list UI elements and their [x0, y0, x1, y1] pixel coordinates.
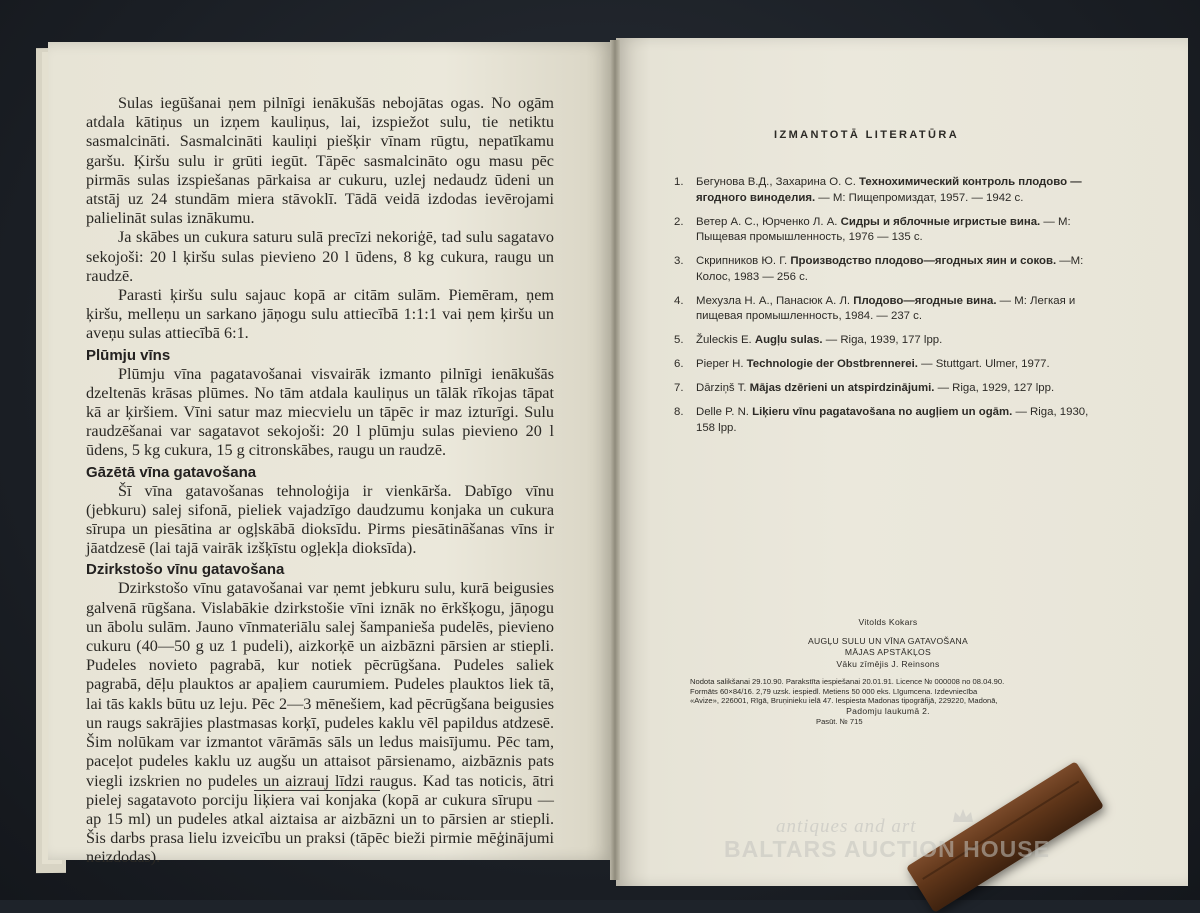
colophon-author: Vitolds Kokars — [858, 617, 918, 627]
reference-item: 1. Бегунова В.Д., Захарина О. С. Технохимический контроль плодово — ягодного виноделия. — М: Пищепромиздат, 1957. — 1942 с. — [674, 176, 1082, 204]
colophon-subtitle: MĀJAS APSTĀKĻOS — [844, 647, 932, 657]
reference-item: 5. Žuleckis E. Augļu sulas. — Riga, 1939, 177 lpp. — [674, 334, 943, 346]
colophon-imprint: Nodota salikšanai 29.10.90. Parakstīta iespiešanai 20.01.91. Licence № 000008 no 08.04.90. Formāts 60×84/16. 2,79 uzsk. iespiedl. Metiens 50 000 eks. Līgumcena. Izdevniecība «Avize», 226001, Rīgā, Bruņinieku ielā 47. Iespiesta Madonas tipogrāfijā, 229220, Madonā, Padomju laukumā 2. Pasūt. № 715 — [690, 677, 1086, 727]
reference-item: 4. Мехузла Н. А., Панасюк А. Л. Плодово—ягодные вина. — М: Легкая и пищевая промышленность, 1984. — 237 с. — [674, 294, 1076, 322]
paragraph: Šī vīna gatavošanas tehnoloģija ir vienkārša. Dabīgo vīnu (jebkuru) salej sifonā, pieliek vajadzīgo daudzumu konjaka un cukura sīrupa un piesātina ar ogļskābā dioksīdu. Pirms piesātināšanas vīns ir jāatdzesē (lai tajā vairāk izšķīstu ogļekļa dioksīda). — [86, 481, 554, 558]
section-heading-plum-wine: Plūmju vīns — [86, 346, 171, 364]
reference-item: 3. Скрипников Ю. Г. Производство плодово—ягодных яин и соков. —М: Колос, 1983 — 256 с. — [674, 255, 1084, 283]
reference-list — [674, 175, 1100, 445]
left-page-body — [86, 94, 554, 868]
colophon-order-number: Pasūt. № 715 — [816, 717, 863, 727]
reference-item: 6. Pieper H. Technologie der Obstbrennerei. — Stuttgart. Ulmer, 1977. — [674, 358, 1050, 370]
watermark-tagline: antiques and art — [776, 816, 917, 837]
paragraph: Ja skābes un cukura saturu sulā precīzi nekoriģē, tad sulu sagatavo sekojoši: 20 l ķiršu sulas pievieno 20 l ūdens, 8 kg cukura, raugu un raudzē. — [86, 228, 554, 285]
end-rule — [254, 790, 380, 791]
paragraph: Parasti ķiršu sulu sajauc kopā ar citām sulām. Piemēram, ņem ķiršu, melleņu un sarkano jāņogu sulu attiecībā 1:1:1 vai ņem ķiršu un aveņu sulas attiecībā 6:1. — [86, 286, 554, 343]
book-gutter — [610, 40, 620, 880]
paragraph: Sulas iegūšanai ņem pilnīgi ienākušās nebojātas ogas. No ogām atdala kātiņus un izņem kauliņus, lai, izspiežot sulu, tie netiktu sasmalcināti. Sasmalcināti kauliņi piešķir vīnam rūgtu, nepatīkamu garšu. Ķiršu sulu ir grūti iegūt. Tāpēc sasmalcināto ogu masu pēc pirmās sulas izspiešanas pārkaisa ar cukuru, uzlej nedaudz ūdeni un atstāj uz 24 stundām miera stāvoklī. Tādā veidā izdodas ievērojami palielināt sulas iznākumu. — [86, 94, 554, 228]
section-heading-carbonated-wine: Gāzētā vīna gatavošana — [86, 463, 257, 481]
literature-title: IZMANTOTĀ LITERATŪRA — [774, 129, 960, 141]
paragraph: Plūmju vīna pagatavošanai visvairāk izmanto pilnīgi ienākušās dzeltenās krāsas plūmes. No tām atdala kauliņus un tālāk rīkojas tāpat kā ar ķiršiem. Vīni satur maz miecvielu un tāpēc ir maz izturīgi. Sulu raudzēšanai var sagatavot sekojoši: 20 l plūmju sulas pievieno 20 l ūdens, 5 kg cukura, 15 g citronskābes, raugu un raudzē. — [86, 364, 554, 460]
reference-item: 8. Delle P. N. Liķieru vīnu pagatavošana no augļiem un ogām. — Riga, 1930, 158 lpp. — [674, 406, 1089, 434]
colophon — [690, 617, 1086, 727]
watermark-brand: BALTARS AUCTION HOUSE — [724, 836, 1050, 862]
reference-item: 2. Ветер А. С., Юрченко Л. А. Сидры и яблочные игристые вина. — М: Пыщевая промышленность, 1976 — 135 с. — [674, 215, 1071, 243]
right-page — [616, 38, 1188, 886]
section-heading-sparkling-wine: Dzirkstošo vīnu gatavošana — [86, 561, 285, 579]
reference-item: 7. Dārziņš T. Mājas dzērieni un atspirdzinājumi. — Riga, 1929, 127 lpp. — [674, 382, 1055, 394]
colophon-cover-credit: Vāku zīmējis J. Reinsons — [836, 658, 940, 669]
paragraph: Dzirkstošo vīnu gatavošanai var ņemt jebkuru sulu, kurā beigusies galvenā rūgšana. Vislabākie dzirkstošie vīni iznāk no ērkšķogu, jāņogu un ābolu sulām. Jauno vīnmateriālu salej šampanieša pudelēs, pievieno cukuru (40—50 g uz 1 pudeli), aizkorķē un aizbāzni pārsien ar stiepli. Pudeles novieto pagrabā, kur notiek pēcrūgšana. Pudeles saliek pagrabā, dēļu plauktos ar apaļiem caurumiem. Pudeles plauktos liek tā, lai tās kakls būtu uz leju. Pēc 2—3 mēnešiem, kad pēcrūgšana beigusies un raugs sakrājies plastmasas korķī, pudeles kaklu vēl papildus atdzesē. Šim nolūkam var izmantot vārāmās sāls un ledus maisījumu. Pēc tam, paceļot pudeles kaklu uz augšu un attaisot pārsienamo, aizbāznis pats viegli izskrien no pudeles un aizrauj līdzi raugus. Kad tas noticis, ātri pielej sagatavoto porciju liķiera vai konjaka (kopā ar cukura sīrupu — ap 15 ml) un pudeles atkal aiztaisa ar aizbāzni un to pārsien ar stiepli. Šis darbs prasa lielu izveicību un praksi (tāpēc bieži pirmie mēģinājumi neizdodas). — [86, 579, 554, 867]
colophon-book-title: AUGĻU SULU UN VĪNA GATAVOŠANA — [807, 635, 969, 646]
crown-icon — [952, 808, 974, 824]
